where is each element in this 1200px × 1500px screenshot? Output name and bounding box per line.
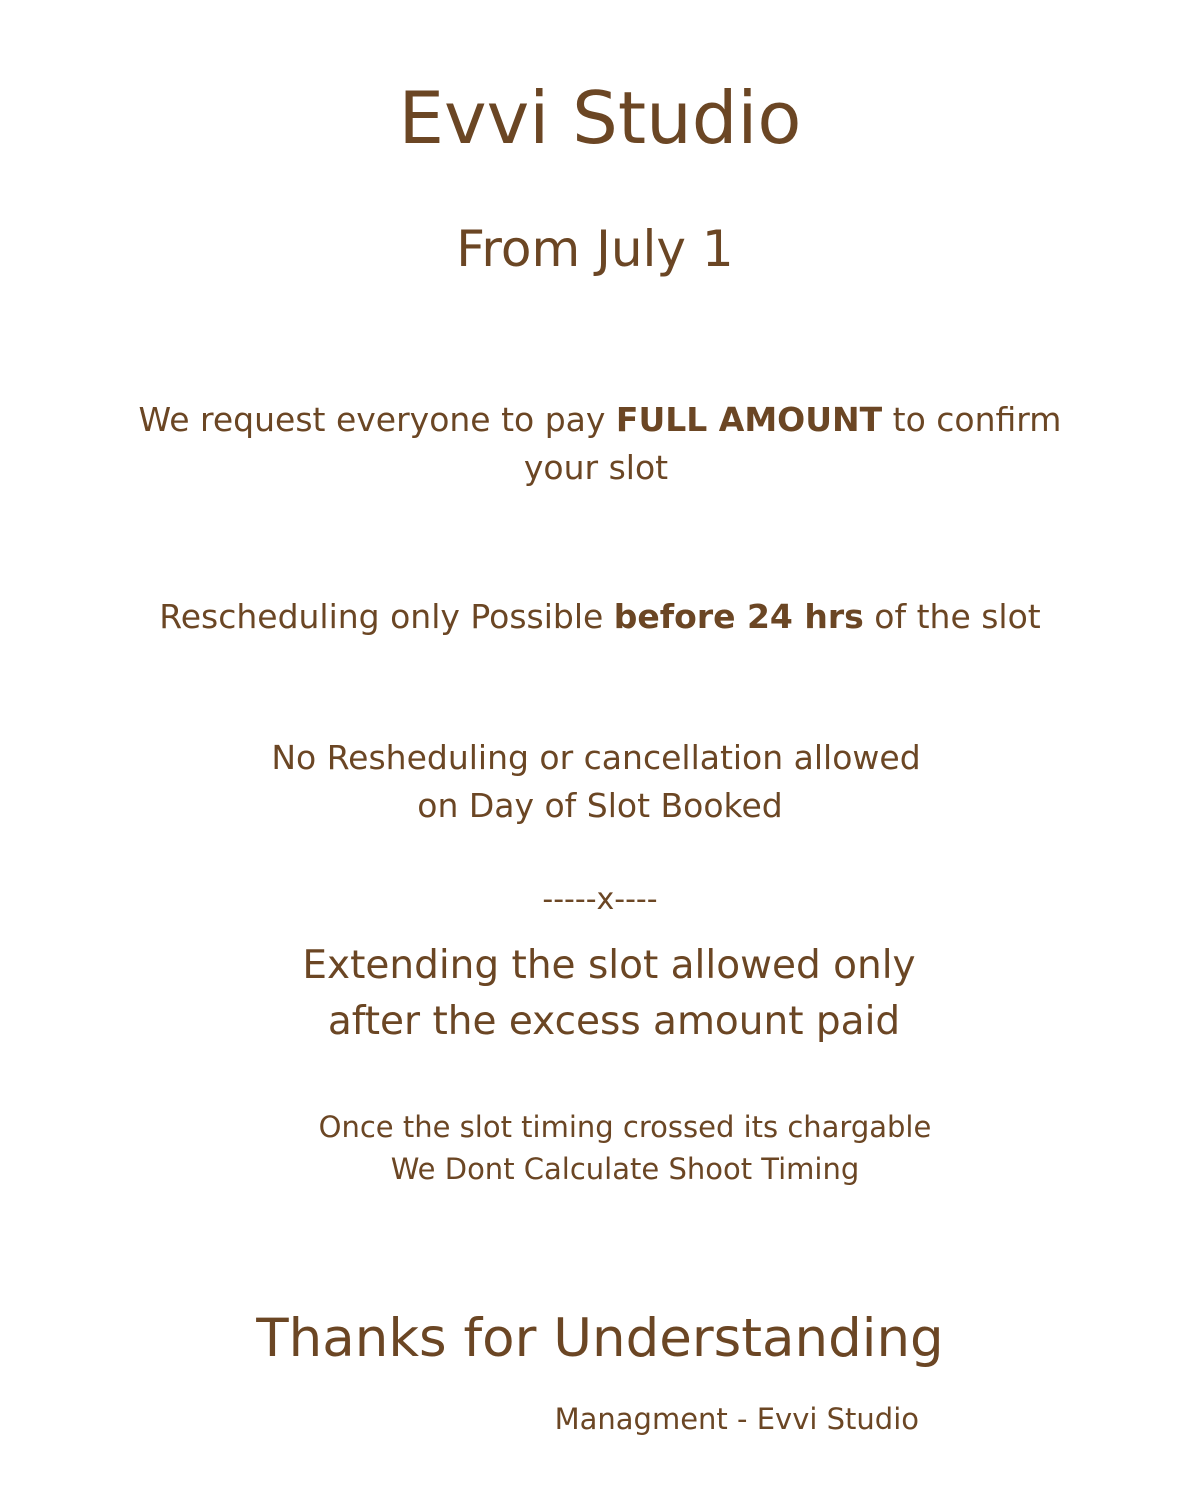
effective-date: From July 1	[456, 220, 734, 278]
reschedule-notice-emphasis: before 24 hrs	[613, 597, 864, 636]
separator: -----x----	[542, 882, 658, 917]
no-reschedule-notice-line2: on Day of Slot Booked	[417, 786, 783, 825]
thanks-heading: Thanks for Understanding	[256, 1308, 944, 1369]
payment-notice-line2: your slot	[523, 448, 669, 487]
timing-notice-line1: Once the slot timing crossed its chargable	[318, 1110, 932, 1144]
extension-notice-line1: Extending the slot allowed only	[302, 943, 916, 988]
signature: Managment - Evvi Studio	[554, 1402, 919, 1436]
no-reschedule-notice-line1: No Resheduling or cancellation allowed	[271, 738, 921, 777]
timing-notice-line2: We Dont Calculate Shoot Timing	[390, 1152, 860, 1186]
page-title: Evvi Studio	[398, 76, 802, 160]
extension-notice-line2: after the excess amount paid	[327, 999, 901, 1044]
reschedule-notice-prefix: Rescheduling only Possible	[159, 597, 614, 636]
reschedule-notice-suffix: of the slot	[863, 597, 1041, 636]
payment-notice-line1	[0, 400, 1200, 439]
payment-notice-prefix: We request everyone to pay	[138, 400, 616, 439]
payment-notice-emphasis: FULL AMOUNT	[615, 400, 883, 439]
payment-notice-suffix: to confirm	[882, 400, 1062, 439]
reschedule-notice	[0, 597, 1200, 636]
